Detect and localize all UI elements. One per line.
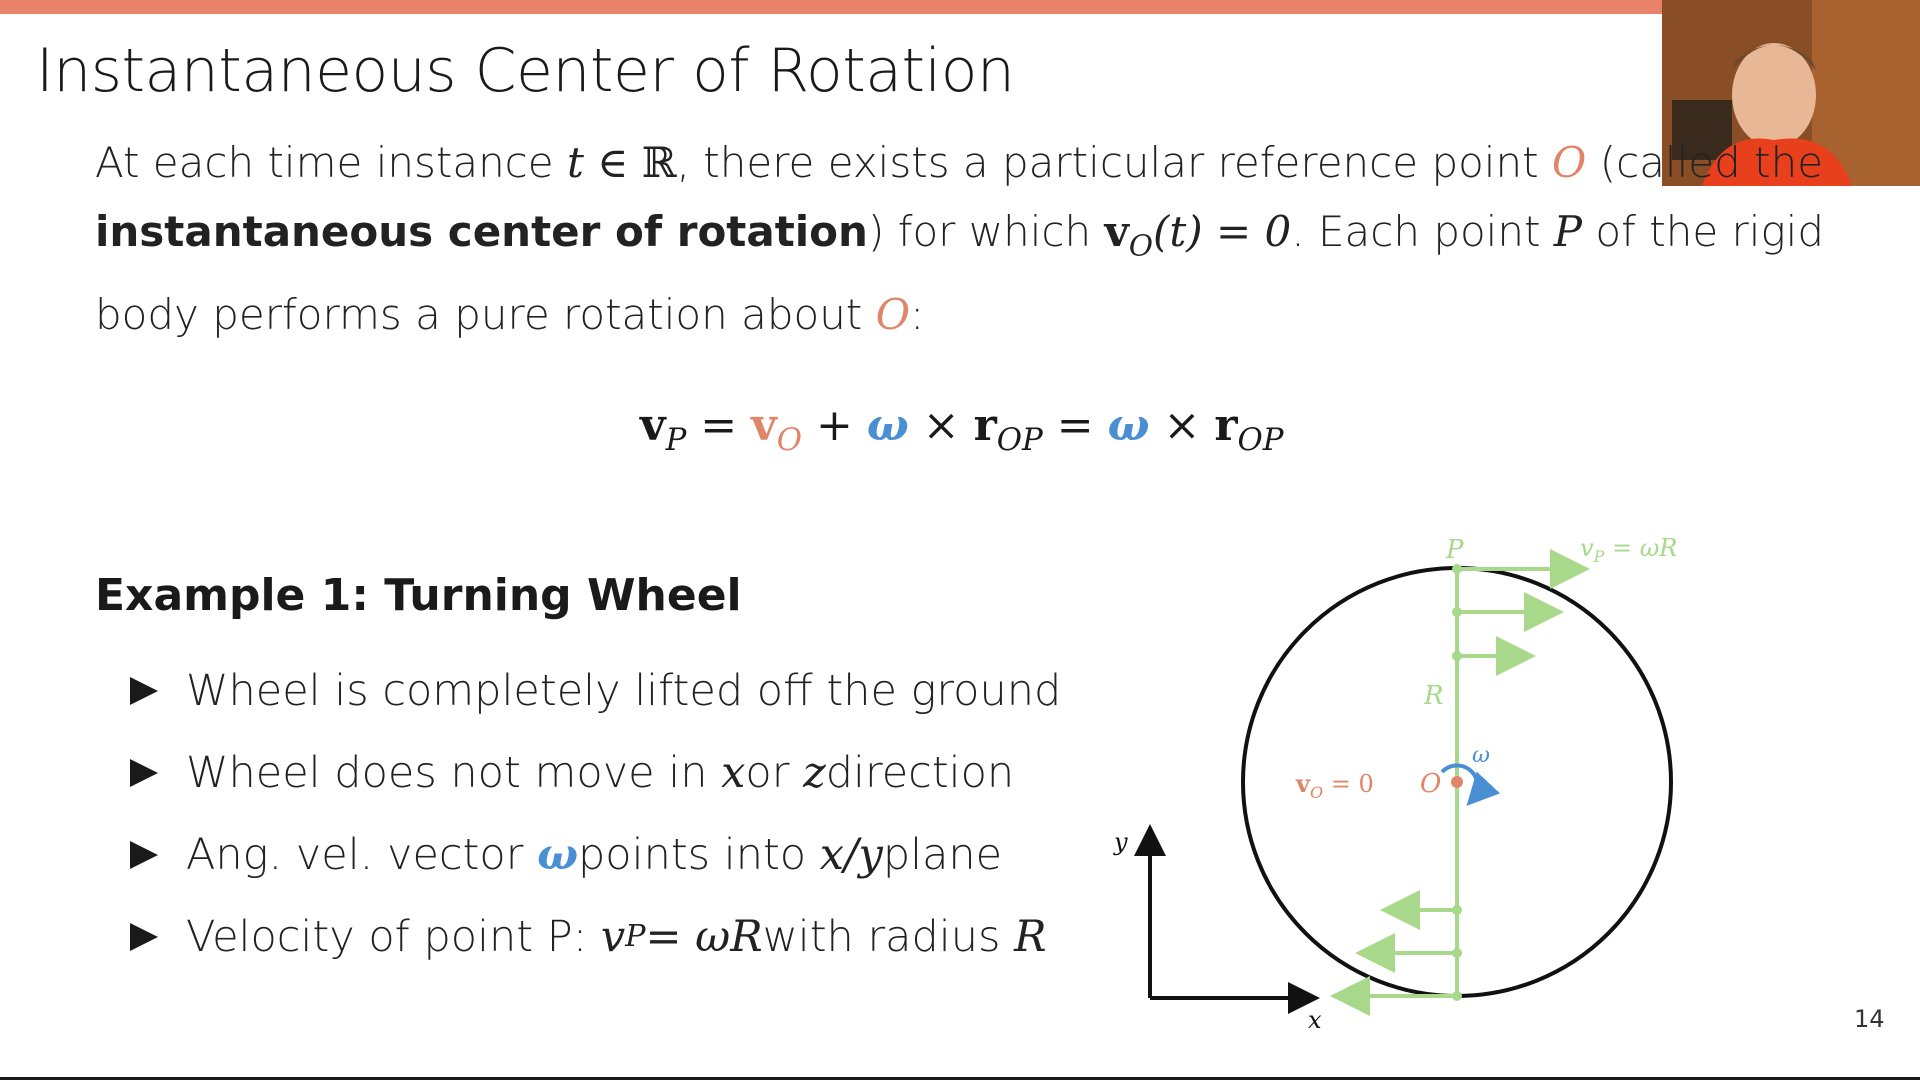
eq-op: = [686,400,752,451]
bullet-text: direction [825,748,1015,798]
triangle-bullet-icon [130,677,158,705]
math-O: O [1551,138,1587,187]
eq-r: r [1214,400,1238,451]
para-text: ) for which [867,207,1105,256]
para-text: (called the [1586,138,1824,187]
label-vP-eq: = ωR [1604,534,1678,562]
label-O: O [1420,769,1442,799]
eq-op: + [801,400,867,451]
bullet-text: Wheel is completely lifted off the ground [186,666,1062,716]
label-P: P [1446,535,1464,565]
label-vP [1580,534,1677,566]
center-point [1451,776,1463,788]
point-dot [1452,564,1462,574]
para-text: : [910,290,925,340]
bullet-item [130,732,1061,814]
math-v: v [600,912,626,962]
math-z: z [803,748,826,798]
para-text: . Each point [1291,207,1554,256]
math-sub-O: O [1128,228,1154,263]
para-text: of the rigid body performs a pure rotation about [95,207,1824,340]
eq-op: = [1042,400,1108,451]
para-text: , there exists a particular reference point [676,138,1552,187]
label-y: y [1114,828,1128,856]
math-xy: x/y [819,830,883,880]
eq-sub: P [665,421,687,458]
wheel-svg [1090,520,1790,1040]
eq-op: × [1149,400,1215,451]
para-text: At each time instance [95,138,567,187]
triangle-bullet-icon [130,923,158,951]
bullet-text: points into [578,830,807,880]
bullet-text: with radius [762,912,1001,962]
label-vP-v: v [1580,534,1594,562]
velocity-equation [640,400,1284,458]
example-title: Example 1: Turning Wheel [95,570,742,621]
slide-title: Instantaneous Center of Rotation [36,36,1015,106]
label-vO-sub: O [1309,783,1324,802]
eq-sub: O [776,421,802,458]
bullet-text: Wheel does not move in [186,748,708,798]
label-x: x [1308,1006,1322,1034]
bullet-text: Velocity of point P: [186,912,588,962]
label-omega: ω [1472,743,1490,768]
bullet-list [130,650,1061,978]
eq-sub: OP [996,421,1043,458]
math-O: O [875,290,911,340]
accent-bar [0,0,1920,14]
point-dot [1452,991,1462,1001]
math-vo-zero: (t) = 0 [1153,207,1292,256]
math-t: t [566,138,584,187]
math-x: x [721,748,746,798]
triangle-bullet-icon [130,841,158,869]
eq-v: v [751,400,777,451]
point-dot [1452,651,1462,661]
eq-v: v [640,400,666,451]
eq-r: r [973,400,997,451]
math-P: P [1553,207,1583,256]
label-R: R [1424,681,1444,711]
bullet-text: Ang. vel. vector [186,830,524,880]
eq-op: × [908,400,974,451]
label-vO [1295,769,1374,802]
bullet-text: or [745,748,790,798]
eq-sub: OP [1237,421,1284,458]
math-omega: ω [537,830,579,880]
eq-omega: ω [866,400,909,451]
label-vO-v: v [1296,769,1310,798]
math-omega-R: = ωR [645,912,763,962]
triangle-bullet-icon [130,759,158,787]
math-in-reals: ∈ ℝ [583,138,677,187]
point-dot [1452,607,1462,617]
math-R: R [1014,912,1047,962]
bullet-item [130,650,1061,732]
definition-paragraph [95,128,1835,349]
point-dot [1452,948,1462,958]
eq-omega: ω [1107,400,1150,451]
page-number: 14 [1854,1005,1885,1033]
bullet-item [130,814,1061,896]
point-dot [1452,905,1462,915]
label-vO-eq: = 0 [1323,770,1374,798]
label-vP-sub: P [1593,547,1605,566]
math-sub-P: P [625,919,646,954]
bold-term: instantaneous center of rotation [95,207,868,256]
bullet-text: plane [882,830,1003,880]
bullet-item [130,896,1061,978]
wheel-diagram [1090,520,1790,1044]
math-v: v [1104,207,1129,256]
